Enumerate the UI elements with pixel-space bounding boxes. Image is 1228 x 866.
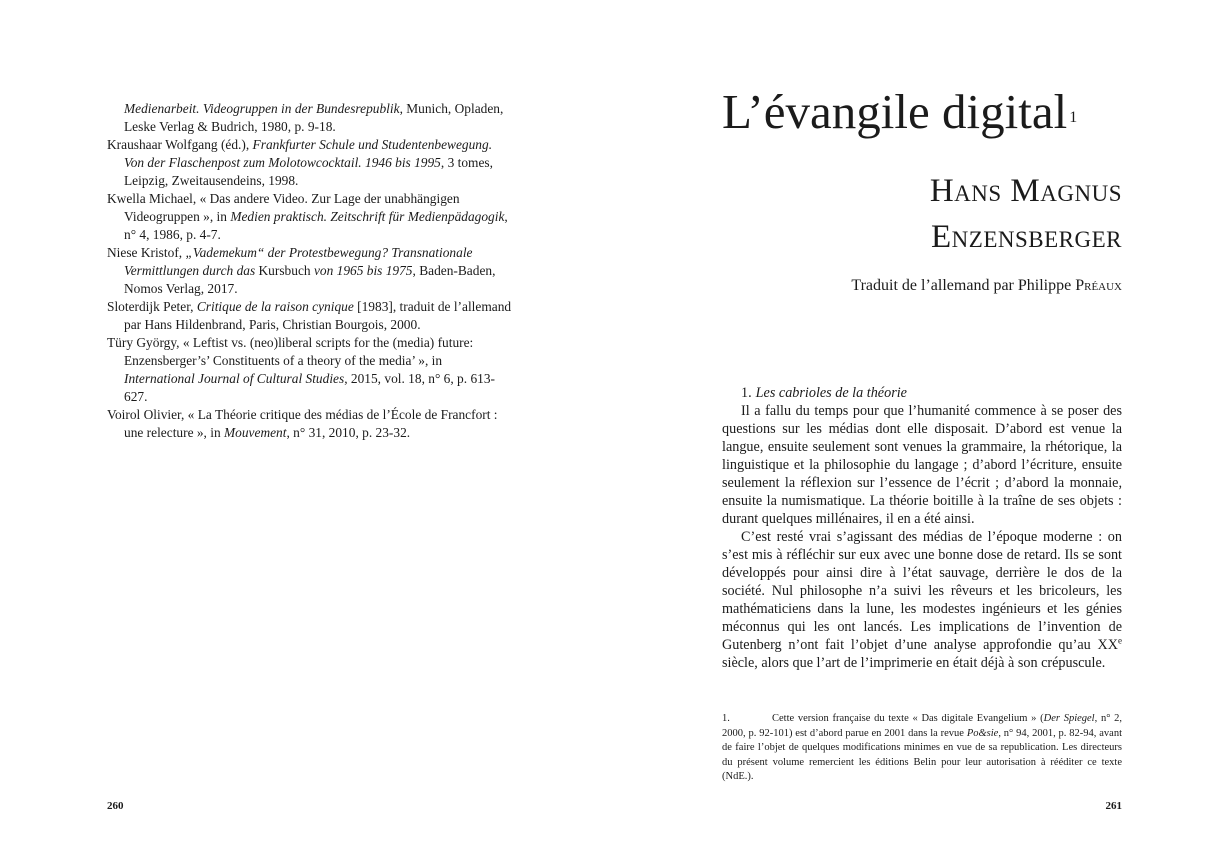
bibliography-entry (107, 334, 512, 406)
bibliography-entry (107, 136, 512, 190)
bibliography-italic-text: Critique de la raison cynique (196, 299, 354, 314)
author-surname: Enzensberger (931, 219, 1122, 255)
century-superscript: e (1118, 635, 1122, 646)
article-title-text: L’évangile digital (722, 84, 1068, 139)
section-title: Les cabrioles de la théorie (755, 385, 907, 401)
bibliography-italic-text: Frankfurter Schule und Studentenbewegung. Von der Flaschenpost zum Molotowcocktail. 1946 bis 1995 (124, 137, 493, 170)
footnote (722, 712, 1122, 785)
bibliography-text: Kraushaar Wolfgang (éd.), (107, 137, 253, 152)
footnote-number: 1. (722, 713, 730, 724)
section-number: 1. (741, 385, 752, 401)
bibliography-italic-text: International Journal of Cultural Studies (124, 371, 345, 386)
article-body (722, 384, 1122, 672)
bibliography-text: Kwella Michael, « Das andere Video. Zur Lage der unabhängigen Videogruppen », in (107, 191, 460, 224)
section-heading (741, 384, 1122, 402)
paragraph-1: Il a fallu du temps pour que l’humanité commence à se poser des questions sur les médias dont elle disposait. D’abord est venue la langue, ensuite seulement sont venues la grammaire, la rhétorique, la linguistique et la philosophie du langage ; d’abord l’écriture, ensuite seulement la réflexion sur l’essence de l’écrit ; d’abord la monnaie, ensuite la numismatique. La théorie boitille à la traîne de ses objets : durant quelques millénaires, il en a été ainsi. (722, 403, 1122, 527)
translator-credit (851, 276, 1122, 296)
bibliography-entry (107, 190, 512, 244)
translator-prefix: Traduit de l’allemand par Philippe (851, 277, 1076, 294)
page-number-right: 261 (1105, 800, 1122, 812)
bibliography-entry (107, 298, 512, 334)
bibliography-italic-text: Medien praktisch. Zeitschrift für Medienpädagogik (230, 209, 505, 224)
bibliography-text: Kursbuch (258, 263, 311, 278)
bibliography-text: Türy György, « Leftist vs. (neo)liberal scripts for the (media) future: Enzensberger’s’ Constituents of a theory of the media’ », in (107, 335, 474, 368)
bibliography-text: , Munich, Opladen, Leske Verlag & Budrich, 1980, p. 9-18. (124, 101, 504, 134)
footnote-italic-2: Po&sie (966, 727, 999, 739)
bibliography-entry (107, 100, 512, 136)
bibliography-text: Sloterdijk Peter, (107, 299, 197, 314)
bibliography-text: Niese Kristof, (107, 245, 186, 260)
bibliography-italic-text: Mouvement (224, 425, 287, 440)
bibliography (107, 100, 512, 442)
bibliography-text: , n° 4, 1986, p. 4-7. (124, 209, 508, 242)
footnote-text-c: , n° 94, 2001, p. 82-94, avant de faire l’objet de quelques modifications minimes en vue de sa republication. Les directeurs du présent volume remercient les éditions Belin pour leur autorisation à rééditer ce texte (NdE.). (722, 727, 1122, 782)
bibliography-entry (107, 244, 512, 298)
bibliography-text: Voirol Olivier, « La Théorie critique des médias de l’École de Francfort : une relecture », in (107, 407, 498, 440)
translator-name: Préaux (1075, 277, 1122, 294)
bibliography-text: , n° 31, 2010, p. 23-32. (286, 425, 411, 440)
author-name (930, 168, 1122, 260)
bibliography-entry (107, 406, 512, 442)
footnote-text-a: Cette version française du texte « Das digitale Evangelium » ( (772, 713, 1044, 724)
bibliography-italic-text: Medienarbeit. Videogruppen in der Bundesrepublik (124, 101, 400, 116)
article-title (722, 82, 1077, 142)
paragraph-2-text-a: C’est resté vrai s’agissant des médias de l’époque moderne : on s’est mis à réfléchir sur eux avec une bonne dose de retard. Ils se sont développés pour ainsi dire à l’état sauvage, derrière le dos de la société. Nul philosophe n’a suivi les rêveurs et les bricoleurs, les mathématiciens dans la lune, les modestes ingénieurs et les génies méconnus qui les ont lancés. Les implications de l’invention de Gutenberg n’ont fait l’objet d’une analyse approfondie qu’au XX (722, 529, 1122, 653)
right-page (614, 0, 1228, 866)
bibliography-text: , 2015, vol. 18, n° 6, p. 613-627. (124, 371, 495, 404)
title-footnote-ref: 1 (1069, 109, 1078, 126)
bibliography-italic-text: von 1965 bis 1975 (310, 263, 413, 278)
footnote-text-b: , n° 2, 2000, p. 92-101) est d’abord parue en 2001 dans la revue (722, 713, 1123, 739)
paragraph-2-text-b: siècle, alors que l’art de l’imprimerie en était déjà à son crépuscule. (722, 655, 1106, 671)
paragraph-2 (722, 528, 1122, 672)
bibliography-italic-text: „Vademekum“ der Protestbewegung? Transnationale Vermittlungen durch das (124, 245, 473, 278)
author-first-names: Hans Magnus (929, 173, 1122, 209)
bibliography-text: , 3 tomes, Leipzig, Zweitausendeins, 1998. (124, 155, 493, 188)
footnote-italic-1: Der Spiegel (1043, 713, 1095, 724)
bibliography-text: , Baden-Baden, Nomos Verlag, 2017. (124, 263, 496, 296)
page-number-left: 260 (107, 800, 124, 812)
bibliography-text: [1983], traduit de l’allemand par Hans Hildenbrand, Paris, Christian Bourgois, 2000. (124, 299, 512, 332)
